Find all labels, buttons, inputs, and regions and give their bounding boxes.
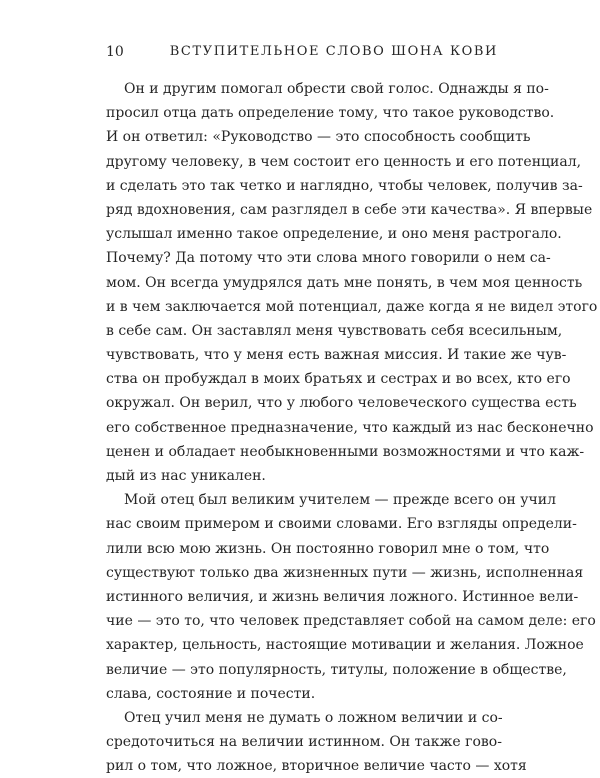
chapter-title: ВСТУПИТЕЛЬНОЕ СЛОВО ШОНА КОВИ [169,44,498,59]
text-line: И он ответил: «Руководство — это способность сообщить [106,129,531,146]
running-header [106,40,498,64]
text-line: лили всю мою жизнь. Он постоянно говорил мне о том, что [106,540,550,557]
text-line: его собственное предназначение, что каждый из нас бесконечно [106,419,594,436]
text-line: и в чем заключается мой потенциал, даже когда я не видел этого [106,298,598,315]
text-line: ряд вдохновения, сам разглядел в себе эти качества». Я впервые [106,201,593,218]
text-line: нас своим примером и своими словами. Его взгляды определи- [106,516,577,533]
text-line: существуют только два жизненных пути — жизнь, исполненная [106,564,584,581]
text-line: мом. Он всегда умудрялся дать мне понять, в чем моя ценность [106,274,583,291]
text-line: Мой отец был великим учителем — прежде всего он учил [124,492,556,509]
text-line: окружал. Он верил, что у любого человеческого существа есть [106,395,577,412]
text-line: Почему? Да потому что эти слова много говорили о нем са- [106,250,551,267]
body-text [106,77,598,778]
text-line: просил отца дать определение тому, что такое руководство. [106,105,555,122]
text-line: рил о том, что ложное, вторичное величие часто — хотя [106,758,527,775]
text-line: средоточиться на величии истинном. Он также гово- [106,734,502,751]
text-line: услышал именно такое определение, и оно меня растрогало. [106,226,562,243]
text-line: слава, состояние и почести. [106,685,316,702]
text-line: чие — это то, что человек представляет собой на самом деле: его [106,613,596,630]
text-line: ства он пробуждал в моих братьях и сестрах и во всех, кто его [106,371,571,388]
text-line: характер, цельность, настоящие мотивации и желания. Ложное [106,637,584,654]
text-line: и сделать это так четко и наглядно, чтобы человек, получив за- [106,177,583,194]
text-line: дый из нас уникален. [106,468,266,484]
text-line: величие — это популярность, титулы, положение в обществе, [106,661,567,678]
text-line: истинного величия, и жизнь величия ложного. Истинное вели- [106,588,579,605]
text-line: в себе сам. Он заставлял меня чувствовать себя всесильным, [106,322,563,339]
text-line: Отец учил меня не думать о ложном величии и со- [124,709,503,726]
text-line: Он и другим помогал обрести свой голос. Однажды я по- [124,81,549,97]
text-line: чувствовать, что у меня есть важная миссия. И такие же чув- [106,347,567,364]
text-line: другому человеку, в чем состоит его ценность и его потенциал, [106,153,582,170]
text-line: ценен и обладает необыкновенными возможностями и что каж- [106,443,585,460]
page-number: 10 [106,44,124,60]
